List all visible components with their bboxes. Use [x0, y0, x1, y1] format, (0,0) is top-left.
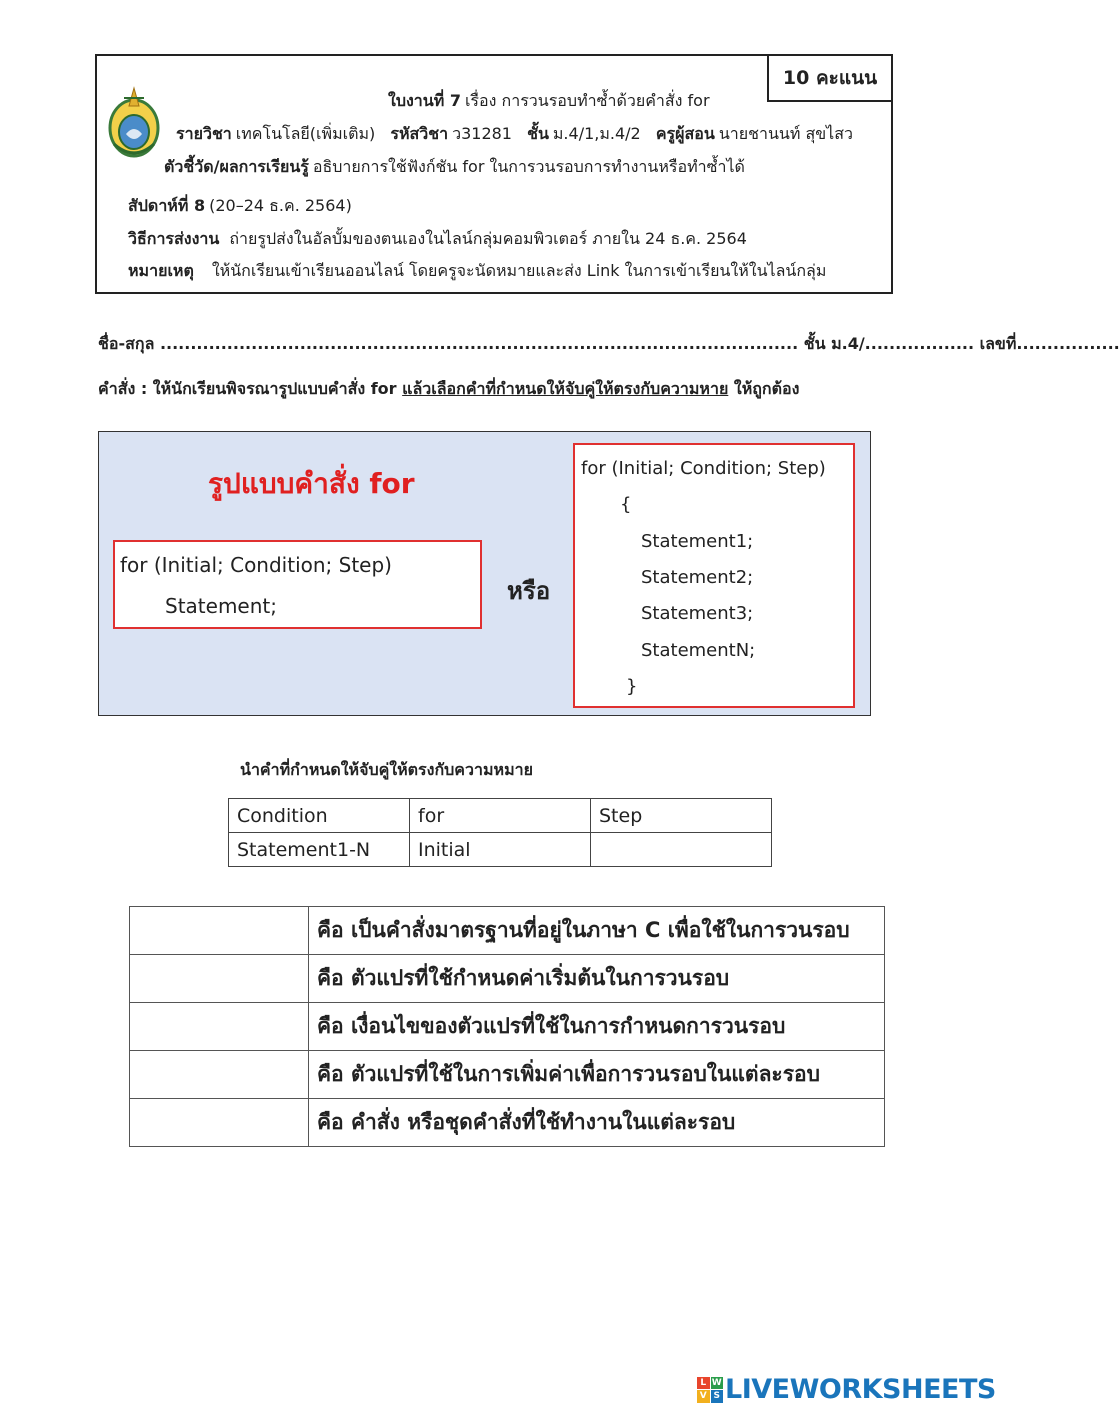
- table-row: [130, 1099, 885, 1147]
- code-line: Statement1;: [641, 531, 754, 552]
- code-line: Statement2;: [641, 567, 754, 588]
- table-row: [229, 833, 772, 867]
- answer-field[interactable]: [130, 907, 309, 955]
- week-line: สัปดาห์ที่ 8 (20–24 ธ.ค. 2564): [128, 196, 352, 215]
- code-line: }: [626, 676, 638, 697]
- subject-line: รายวิชา เทคโนโลยี(เพิ่มเติม) รหัสวิชา ว31281 ชั้น ม.4/1,ม.4/2 ครูผู้สอน นายชานนท์ สุขไสว: [176, 124, 853, 143]
- definition-cell: คือ เงื่อนไขของตัวแปรที่ใช้ในการกำหนดการวนรอบ: [309, 1003, 885, 1051]
- code-line: {: [620, 494, 632, 515]
- table-row: [130, 955, 885, 1003]
- or-label: หรือ: [507, 577, 551, 605]
- table-row: [229, 799, 772, 833]
- word-cell: for: [410, 799, 591, 833]
- code-line: for (Initial; Condition; Step): [581, 458, 826, 479]
- answer-field[interactable]: [130, 1003, 309, 1051]
- word-cell: Initial: [410, 833, 591, 867]
- definition-cell: คือ คำสั่ง หรือชุดคำสั่งที่ใช้ทำงานในแต่ละรอบ: [309, 1099, 885, 1147]
- school-logo-icon: [106, 84, 162, 160]
- word-cell: Statement1-N: [229, 833, 410, 867]
- word-bank-caption: นำคำที่กำหนดให้จับคู่ให้ตรงกับความหมาย: [240, 760, 533, 779]
- score-box: 10 คะแนน: [767, 54, 893, 102]
- student-info-line: ชื่อ-สกุล ......................................................................................................... ชั้น ม.4/.................. เลขที่.................: [98, 334, 1120, 353]
- table-row: [130, 907, 885, 955]
- definition-cell: คือ ตัวแปรที่ใช้กำหนดค่าเริ่มต้นในการวนรอบ: [309, 955, 885, 1003]
- word-cell: Step: [591, 799, 772, 833]
- panel-title: รูปแบบคำสั่ง for: [208, 467, 415, 500]
- worksheet-title: ใบงานที่ 7 เรื่อง การวนรอบทำซ้ำด้วยคำสั่ง for: [388, 91, 710, 110]
- word-bank-table: [228, 798, 772, 867]
- note-line: หมายเหตุ ให้นักเรียนเข้าเรียนออนไลน์ โดยครูจะนัดหมายและส่ง Link ในการเข้าเรียนให้ในไลน์กลุ่ม: [128, 261, 827, 280]
- word-cell: [591, 833, 772, 867]
- answer-field[interactable]: [130, 955, 309, 1003]
- liveworksheets-logo: [697, 1374, 996, 1405]
- indicator-line: ตัวชี้วัด/ผลการเรียนรู้ อธิบายการใช้ฟังก์ชัน for ในการวนรอบการทำงานหรือทำซ้ำได้: [164, 157, 745, 176]
- code-line: StatementN;: [641, 640, 756, 661]
- definition-cell: คือ ตัวแปรที่ใช้ในการเพิ่มค่าเพื่อการวนรอบในแต่ละรอบ: [309, 1051, 885, 1099]
- table-row: [130, 1003, 885, 1051]
- code-line: for (Initial; Condition; Step): [120, 553, 392, 577]
- liveworksheets-brand: LIVEWORKSHEETS: [725, 1374, 996, 1405]
- code-line: Statement3;: [641, 603, 754, 624]
- liveworksheets-badge-icon: L W V S: [697, 1377, 723, 1403]
- submission-line: วิธีการส่งงาน ถ่ายรูปส่งในอัลบั้มของตนเองในไลน์กลุ่มคอมพิวเตอร์ ภายใน 24 ธ.ค. 2564: [128, 229, 747, 248]
- answer-field[interactable]: [130, 1051, 309, 1099]
- table-row: [130, 1051, 885, 1099]
- matching-table: [129, 906, 885, 1147]
- definition-cell: คือ เป็นคำสั่งมาตรฐานที่อยู่ในภาษา C เพื่อใช้ในการวนรอบ: [309, 907, 885, 955]
- answer-field[interactable]: [130, 1099, 309, 1147]
- code-line: Statement;: [165, 594, 277, 618]
- word-cell: Condition: [229, 799, 410, 833]
- instruction: คำสั่ง : ให้นักเรียนพิจรณารูปแบบคำสั่ง for แล้วเลือกคำที่กำหนดให้จับคู่ให้ตรงกับความหาย ให้ถูกต้อง: [98, 379, 800, 398]
